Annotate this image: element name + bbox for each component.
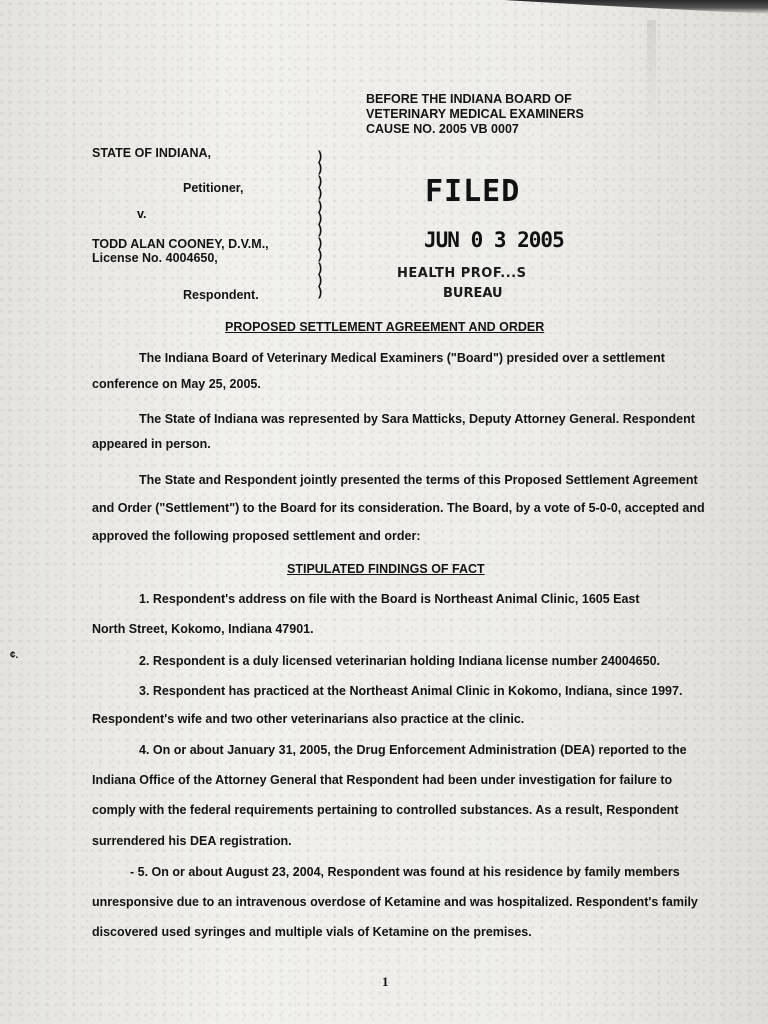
finding-3-line-2: Respondent's wife and two other veterinarians also practice at the clinic. — [92, 712, 525, 726]
finding-4-line-2: Indiana Office of the Attorney General that Respondent had been under investigation for failure to — [92, 773, 673, 787]
filed-stamp-office-line-2: BUREAU — [443, 286, 503, 301]
finding-5-line-3: discovered used syringes and multiple vials of Ketamine on the premises. — [92, 925, 532, 939]
margin-mark: ¢. — [10, 650, 19, 661]
filed-stamp: FILED — [425, 174, 521, 209]
intro-p1-line-1: The Indiana Board of Veterinary Medical Examiners ("Board") presided over a settlement — [139, 351, 665, 365]
finding-5-line-2: unresponsive due to an intravenous overdose of Ketamine and was hospitalized. Respondent's family — [92, 895, 698, 909]
respondent-name: TODD ALAN COONEY, D.V.M., — [92, 237, 269, 251]
intro-p2-line-1: The State of Indiana was represented by Sara Matticks, Deputy Attorney General. Respondent — [139, 412, 695, 426]
finding-4-line-1: 4. On or about January 31, 2005, the Drug Enforcement Administration (DEA) reported to the — [139, 743, 687, 757]
court-line-1: BEFORE THE INDIANA BOARD OF — [366, 92, 572, 106]
petitioner-role: Petitioner, — [183, 181, 244, 195]
scan-streak-artifact — [647, 20, 656, 140]
finding-1-line-2: North Street, Kokomo, Indiana 47901. — [92, 622, 314, 636]
intro-p2-line-2: appeared in person. — [92, 437, 211, 451]
intro-p3-line-1: The State and Respondent jointly presented the terms of this Proposed Settlement Agreement — [139, 473, 698, 487]
petitioner-name: STATE OF INDIANA, — [92, 146, 211, 160]
page-number: 1 — [382, 974, 389, 989]
finding-3-line-1: 3. Respondent has practiced at the Northeast Animal Clinic in Kokomo, Indiana, since 1997. — [139, 684, 683, 698]
cause-number: CAUSE NO. 2005 VB 0007 — [366, 122, 519, 136]
filed-stamp-date: JUN 0 3 2005 — [424, 228, 564, 252]
findings-heading: STIPULATED FINDINGS OF FACT — [287, 562, 485, 576]
intro-p1-line-2: conference on May 25, 2005. — [92, 377, 261, 391]
finding-4-line-3: comply with the federal requirements pertaining to controlled substances. As a result, Respondent — [92, 803, 679, 817]
respondent-license: License No. 4004650, — [92, 251, 218, 265]
finding-4-line-4: surrendered his DEA registration. — [92, 834, 292, 848]
intro-p3-line-2: and Order ("Settlement") to the Board for its consideration. The Board, by a vote of 5-0-0, accepted and — [92, 501, 705, 515]
scan-corner-artifact — [468, 0, 768, 14]
court-line-2: VETERINARY MEDICAL EXAMINERS — [366, 107, 584, 121]
caption-parentheses: ) ) ) ) ) ) ) ) ) ) ) ) — [318, 149, 323, 300]
intro-p3-line-3: approved the following proposed settlement and order: — [92, 529, 421, 543]
court-header — [366, 92, 584, 137]
versus: v. — [137, 207, 147, 221]
finding-1-line-1: 1. Respondent's address on file with the Board is Northeast Animal Clinic, 1605 East — [139, 592, 640, 606]
finding-2-line-1: 2. Respondent is a duly licensed veterinarian holding Indiana license number 24004650. — [139, 654, 661, 668]
filed-stamp-office-line-1: HEALTH PROF...S — [397, 266, 527, 281]
document-title: PROPOSED SETTLEMENT AGREEMENT AND ORDER — [225, 320, 545, 334]
respondent-role: Respondent. — [183, 288, 259, 302]
finding-5-line-1: - 5. On or about August 23, 2004, Respondent was found at his residence by family members — [130, 865, 680, 879]
